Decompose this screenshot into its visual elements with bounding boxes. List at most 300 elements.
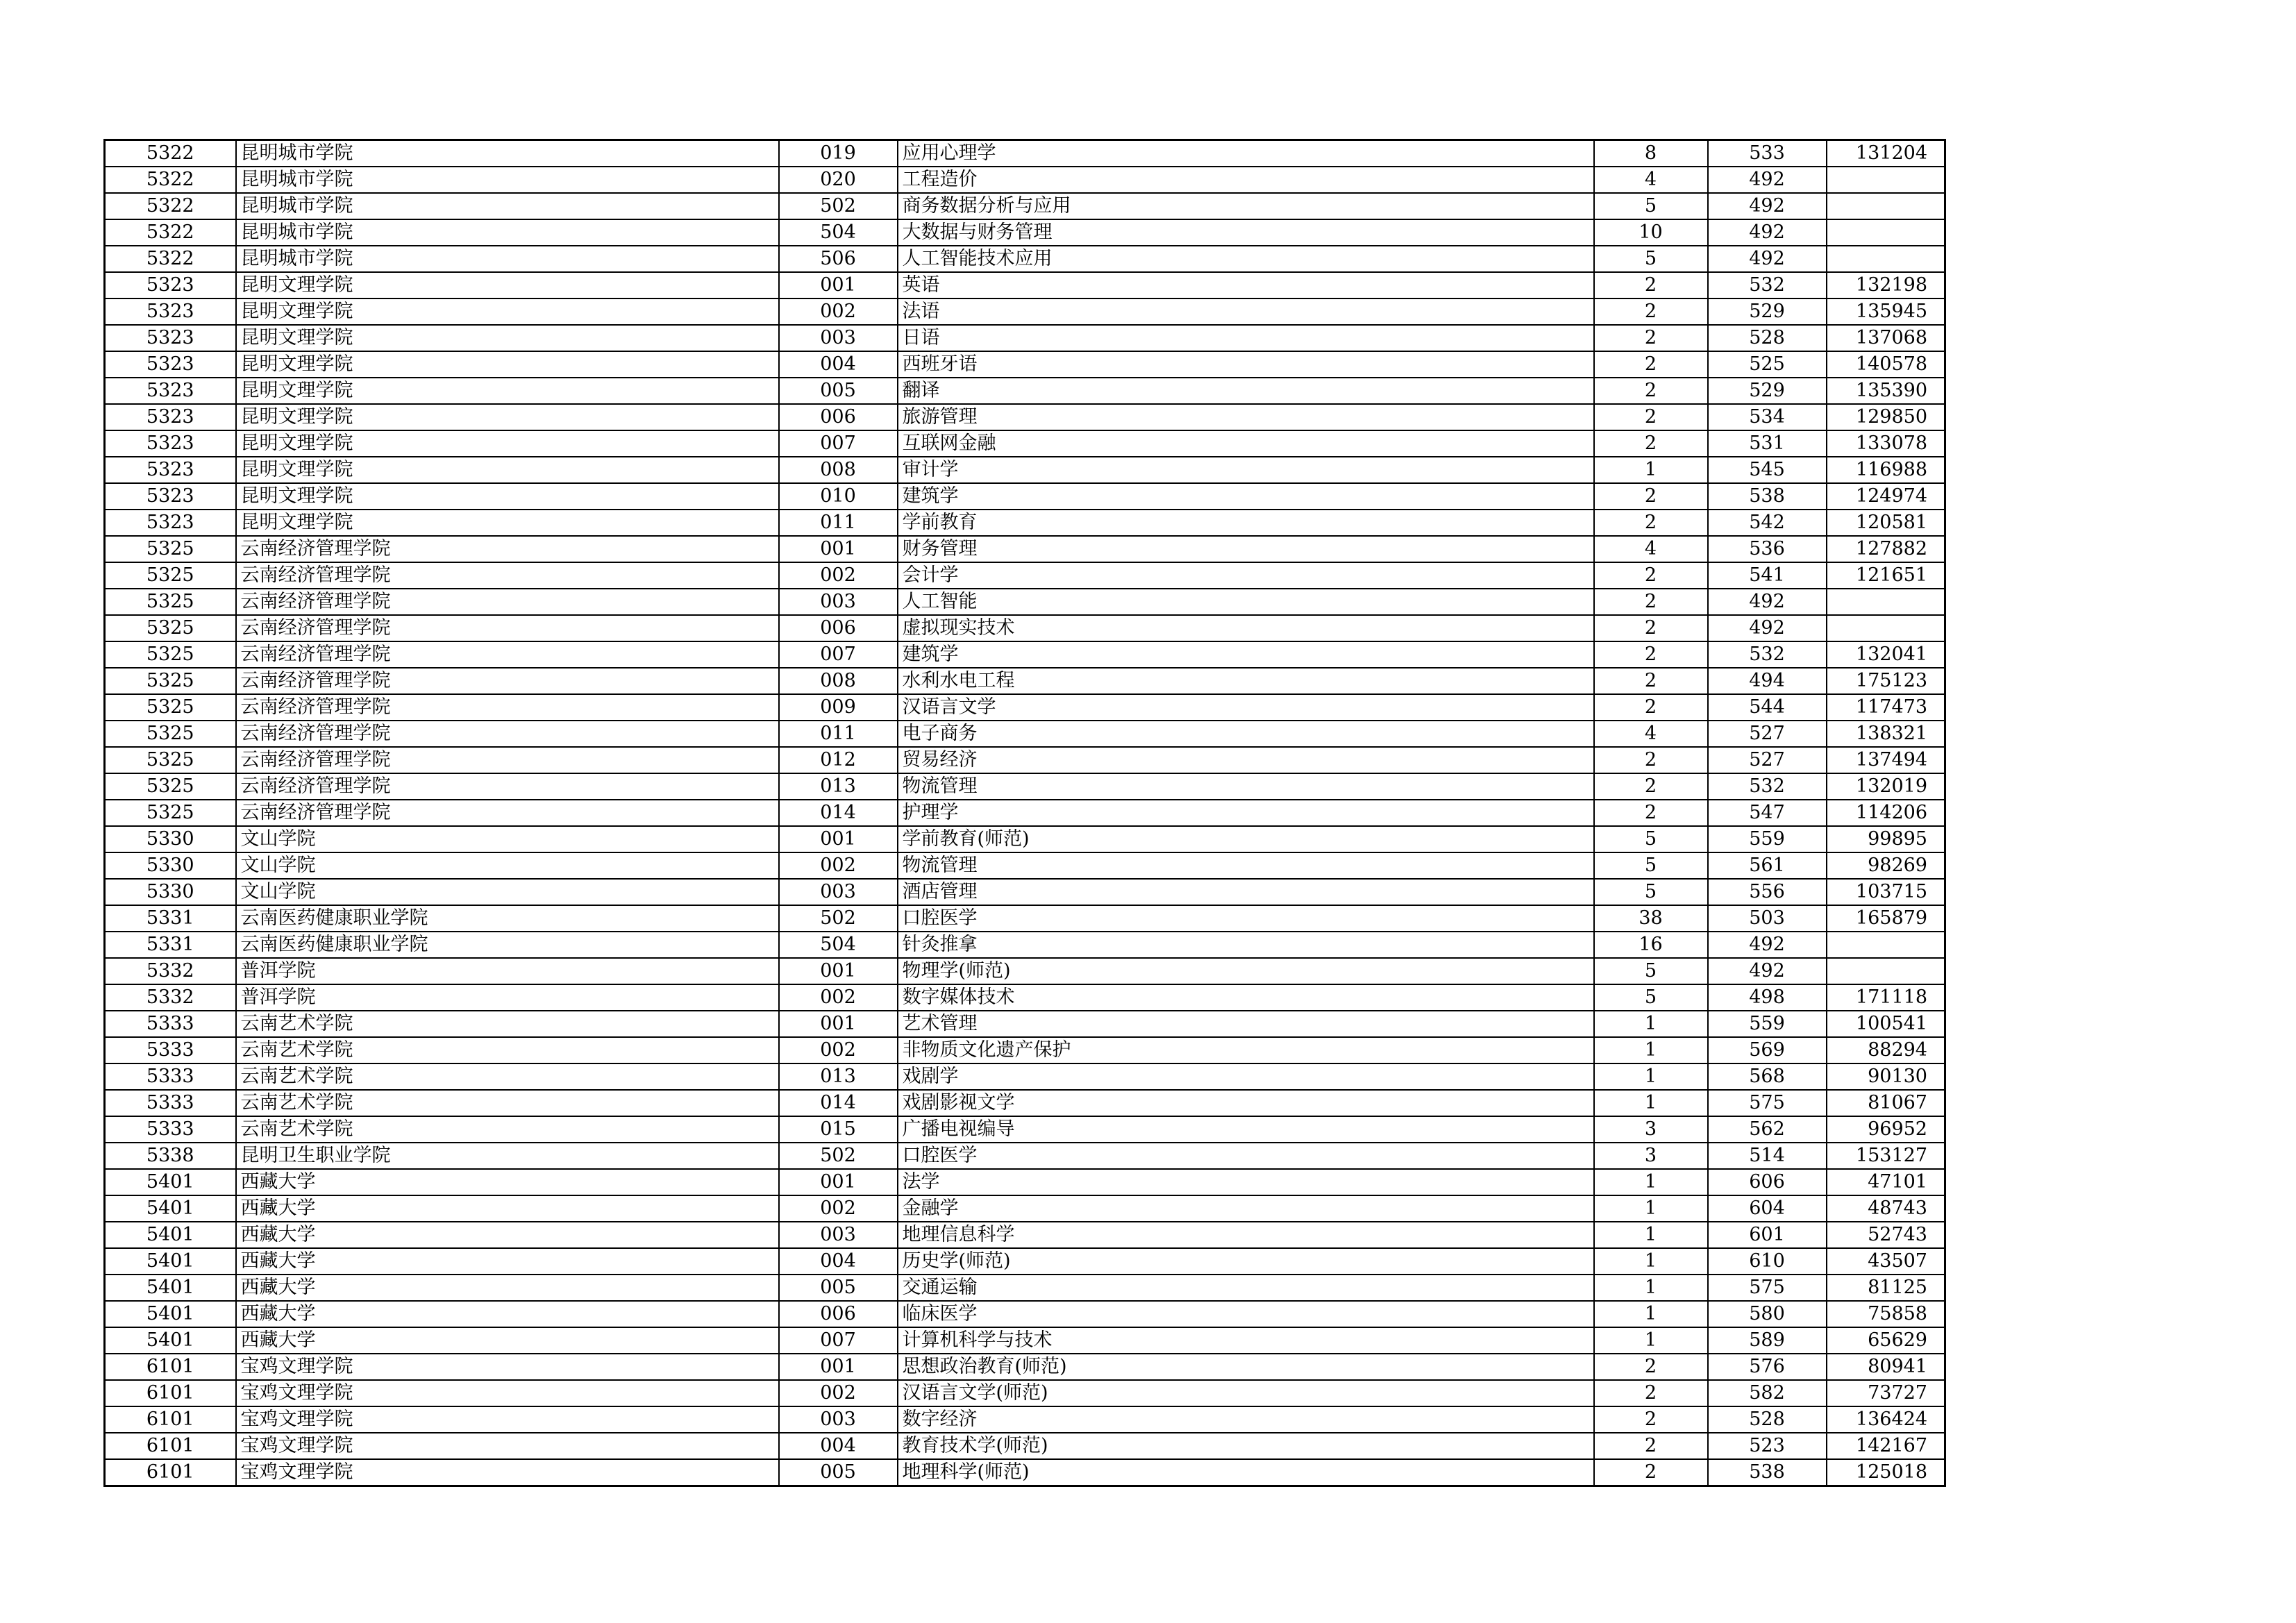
school-code-cell: 5401 — [105, 1327, 236, 1354]
school-code-cell: 5323 — [105, 378, 236, 404]
plan-count-cell: 5 — [1594, 826, 1708, 852]
major-name-cell: 戏剧学 — [898, 1063, 1594, 1090]
major-code-cell: 007 — [779, 641, 898, 668]
plan-count-cell: 1 — [1594, 1327, 1708, 1354]
school-name-cell: 西藏大学 — [236, 1222, 779, 1248]
min-score-cell: 601 — [1708, 1222, 1827, 1248]
table-row — [105, 1354, 1945, 1380]
school-name-cell: 昆明文理学院 — [236, 325, 779, 351]
min-score-cell: 492 — [1708, 167, 1827, 193]
plan-count-cell: 1 — [1594, 1090, 1708, 1116]
min-rank-cell: 125018 — [1827, 1459, 1945, 1486]
school-code-cell: 5323 — [105, 457, 236, 483]
school-code-cell: 5331 — [105, 932, 236, 958]
major-code-cell: 013 — [779, 773, 898, 800]
min-rank-cell: 90130 — [1827, 1063, 1945, 1090]
school-code-cell: 5333 — [105, 1090, 236, 1116]
plan-count-cell: 2 — [1594, 1354, 1708, 1380]
plan-count-cell: 16 — [1594, 932, 1708, 958]
plan-count-cell: 2 — [1594, 773, 1708, 800]
admission-score-sheet — [103, 139, 1946, 1487]
major-code-cell: 004 — [779, 351, 898, 378]
min-score-cell: 532 — [1708, 641, 1827, 668]
min-score-cell: 544 — [1708, 694, 1827, 721]
min-rank-cell: 132041 — [1827, 641, 1945, 668]
plan-count-cell: 2 — [1594, 589, 1708, 615]
table-row — [105, 325, 1945, 351]
school-code-cell: 5330 — [105, 826, 236, 852]
school-name-cell: 云南经济管理学院 — [236, 747, 779, 773]
school-code-cell: 5325 — [105, 668, 236, 694]
min-rank-cell: 116988 — [1827, 457, 1945, 483]
school-name-cell: 昆明文理学院 — [236, 351, 779, 378]
table-row — [105, 536, 1945, 562]
major-name-cell: 金融学 — [898, 1195, 1594, 1222]
table-row — [105, 852, 1945, 879]
table-row — [105, 589, 1945, 615]
table-row — [105, 1275, 1945, 1301]
min-score-cell: 538 — [1708, 483, 1827, 510]
table-row — [105, 1248, 1945, 1275]
table-row — [105, 773, 1945, 800]
major-name-cell: 学前教育(师范) — [898, 826, 1594, 852]
min-score-cell: 562 — [1708, 1116, 1827, 1143]
min-score-cell: 541 — [1708, 562, 1827, 589]
min-rank-cell: 47101 — [1827, 1169, 1945, 1195]
plan-count-cell: 2 — [1594, 430, 1708, 457]
table-row — [105, 510, 1945, 536]
plan-count-cell: 10 — [1594, 219, 1708, 246]
school-code-cell: 5333 — [105, 1063, 236, 1090]
table-row — [105, 1143, 1945, 1169]
major-name-cell: 会计学 — [898, 562, 1594, 589]
plan-count-cell: 2 — [1594, 1380, 1708, 1406]
plan-count-cell: 2 — [1594, 351, 1708, 378]
table-row — [105, 1063, 1945, 1090]
min-rank-cell: 153127 — [1827, 1143, 1945, 1169]
plan-count-cell: 2 — [1594, 641, 1708, 668]
major-code-cell: 005 — [779, 1275, 898, 1301]
min-rank-cell: 100541 — [1827, 1011, 1945, 1037]
major-code-cell: 002 — [779, 1195, 898, 1222]
plan-count-cell: 2 — [1594, 747, 1708, 773]
major-code-cell: 502 — [779, 1143, 898, 1169]
school-code-cell: 5401 — [105, 1169, 236, 1195]
min-score-cell: 528 — [1708, 325, 1827, 351]
major-code-cell: 006 — [779, 615, 898, 641]
major-code-cell: 001 — [779, 272, 898, 298]
major-code-cell: 502 — [779, 193, 898, 219]
plan-count-cell: 38 — [1594, 905, 1708, 932]
school-name-cell: 云南经济管理学院 — [236, 562, 779, 589]
plan-count-cell: 2 — [1594, 325, 1708, 351]
plan-count-cell: 5 — [1594, 879, 1708, 905]
school-code-cell: 5330 — [105, 879, 236, 905]
min-rank-cell: 114206 — [1827, 800, 1945, 826]
plan-count-cell: 2 — [1594, 1406, 1708, 1433]
school-name-cell: 云南经济管理学院 — [236, 721, 779, 747]
major-code-cell: 009 — [779, 694, 898, 721]
major-code-cell: 015 — [779, 1116, 898, 1143]
min-rank-cell — [1827, 219, 1945, 246]
min-rank-cell: 175123 — [1827, 668, 1945, 694]
min-rank-cell: 75858 — [1827, 1301, 1945, 1327]
min-rank-cell — [1827, 193, 1945, 219]
school-code-cell: 5325 — [105, 641, 236, 668]
school-code-cell: 5325 — [105, 562, 236, 589]
school-name-cell: 宝鸡文理学院 — [236, 1406, 779, 1433]
major-code-cell: 011 — [779, 510, 898, 536]
table-row — [105, 747, 1945, 773]
school-code-cell: 5325 — [105, 694, 236, 721]
min-rank-cell: 88294 — [1827, 1037, 1945, 1063]
min-rank-cell: 117473 — [1827, 694, 1945, 721]
major-name-cell: 水利水电工程 — [898, 668, 1594, 694]
min-rank-cell: 129850 — [1827, 404, 1945, 430]
major-name-cell: 交通运输 — [898, 1275, 1594, 1301]
table-row — [105, 193, 1945, 219]
table-row — [105, 932, 1945, 958]
school-name-cell: 云南艺术学院 — [236, 1116, 779, 1143]
min-score-cell: 568 — [1708, 1063, 1827, 1090]
school-name-cell: 云南经济管理学院 — [236, 641, 779, 668]
table-row — [105, 800, 1945, 826]
plan-count-cell: 3 — [1594, 1143, 1708, 1169]
major-code-cell: 010 — [779, 483, 898, 510]
min-rank-cell: 136424 — [1827, 1406, 1945, 1433]
min-score-cell: 569 — [1708, 1037, 1827, 1063]
major-name-cell: 人工智能 — [898, 589, 1594, 615]
table-row — [105, 1169, 1945, 1195]
min-score-cell: 580 — [1708, 1301, 1827, 1327]
school-code-cell: 5323 — [105, 298, 236, 325]
min-score-cell: 547 — [1708, 800, 1827, 826]
plan-count-cell: 2 — [1594, 378, 1708, 404]
school-code-cell: 5323 — [105, 483, 236, 510]
major-name-cell: 翻译 — [898, 378, 1594, 404]
plan-count-cell: 1 — [1594, 1275, 1708, 1301]
major-name-cell: 工程造价 — [898, 167, 1594, 193]
table-row — [105, 905, 1945, 932]
min-score-cell: 527 — [1708, 721, 1827, 747]
plan-count-cell: 2 — [1594, 615, 1708, 641]
table-row — [105, 457, 1945, 483]
min-score-cell: 575 — [1708, 1275, 1827, 1301]
school-name-cell: 昆明文理学院 — [236, 272, 779, 298]
table-row — [105, 1116, 1945, 1143]
table-row — [105, 1459, 1945, 1486]
major-code-cell: 020 — [779, 167, 898, 193]
min-rank-cell: 98269 — [1827, 852, 1945, 879]
major-name-cell: 审计学 — [898, 457, 1594, 483]
school-name-cell: 文山学院 — [236, 852, 779, 879]
major-name-cell: 口腔医学 — [898, 1143, 1594, 1169]
major-code-cell: 001 — [779, 1011, 898, 1037]
plan-count-cell: 1 — [1594, 457, 1708, 483]
major-code-cell: 014 — [779, 1090, 898, 1116]
major-name-cell: 建筑学 — [898, 641, 1594, 668]
plan-count-cell: 2 — [1594, 483, 1708, 510]
min-score-cell: 529 — [1708, 298, 1827, 325]
major-name-cell: 英语 — [898, 272, 1594, 298]
school-code-cell: 5323 — [105, 272, 236, 298]
min-score-cell: 576 — [1708, 1354, 1827, 1380]
min-score-cell: 542 — [1708, 510, 1827, 536]
min-score-cell: 498 — [1708, 984, 1827, 1011]
major-code-cell: 005 — [779, 1459, 898, 1486]
school-name-cell: 云南艺术学院 — [236, 1011, 779, 1037]
major-name-cell: 大数据与财务管理 — [898, 219, 1594, 246]
min-rank-cell: 137494 — [1827, 747, 1945, 773]
school-name-cell: 普洱学院 — [236, 984, 779, 1011]
school-code-cell: 6101 — [105, 1354, 236, 1380]
major-name-cell: 人工智能技术应用 — [898, 246, 1594, 272]
major-code-cell: 002 — [779, 852, 898, 879]
min-score-cell: 559 — [1708, 826, 1827, 852]
plan-count-cell: 1 — [1594, 1222, 1708, 1248]
table-row — [105, 721, 1945, 747]
major-name-cell: 酒店管理 — [898, 879, 1594, 905]
major-name-cell: 法语 — [898, 298, 1594, 325]
min-score-cell: 492 — [1708, 958, 1827, 984]
min-rank-cell: 171118 — [1827, 984, 1945, 1011]
table-row — [105, 1222, 1945, 1248]
school-code-cell: 5323 — [105, 430, 236, 457]
table-row — [105, 1090, 1945, 1116]
min-rank-cell: 131204 — [1827, 140, 1945, 167]
min-score-cell: 589 — [1708, 1327, 1827, 1354]
school-name-cell: 昆明文理学院 — [236, 457, 779, 483]
min-score-cell: 538 — [1708, 1459, 1827, 1486]
major-code-cell: 003 — [779, 1222, 898, 1248]
plan-count-cell: 1 — [1594, 1169, 1708, 1195]
major-code-cell: 007 — [779, 430, 898, 457]
school-name-cell: 云南经济管理学院 — [236, 615, 779, 641]
plan-count-cell: 2 — [1594, 800, 1708, 826]
school-code-cell: 6101 — [105, 1406, 236, 1433]
major-name-cell: 非物质文化遗产保护 — [898, 1037, 1594, 1063]
min-rank-cell: 135390 — [1827, 378, 1945, 404]
table-row — [105, 1406, 1945, 1433]
school-name-cell: 昆明城市学院 — [236, 167, 779, 193]
major-name-cell: 地理科学(师范) — [898, 1459, 1594, 1486]
major-code-cell: 008 — [779, 668, 898, 694]
plan-count-cell: 1 — [1594, 1063, 1708, 1090]
table-row — [105, 483, 1945, 510]
min-score-cell: 529 — [1708, 378, 1827, 404]
table-row — [105, 1195, 1945, 1222]
school-name-cell: 昆明文理学院 — [236, 430, 779, 457]
min-rank-cell: 127882 — [1827, 536, 1945, 562]
table-row — [105, 615, 1945, 641]
major-code-cell: 502 — [779, 905, 898, 932]
school-name-cell: 宝鸡文理学院 — [236, 1433, 779, 1459]
major-name-cell: 戏剧影视文学 — [898, 1090, 1594, 1116]
school-name-cell: 文山学院 — [236, 826, 779, 852]
school-name-cell: 普洱学院 — [236, 958, 779, 984]
table-row — [105, 562, 1945, 589]
min-rank-cell: 137068 — [1827, 325, 1945, 351]
table-row — [105, 167, 1945, 193]
table-row — [105, 298, 1945, 325]
major-name-cell: 物流管理 — [898, 773, 1594, 800]
min-score-cell: 531 — [1708, 430, 1827, 457]
school-code-cell: 5323 — [105, 510, 236, 536]
min-score-cell: 492 — [1708, 246, 1827, 272]
major-code-cell: 504 — [779, 219, 898, 246]
school-code-cell: 5322 — [105, 219, 236, 246]
min-score-cell: 606 — [1708, 1169, 1827, 1195]
major-name-cell: 临床医学 — [898, 1301, 1594, 1327]
school-code-cell: 5333 — [105, 1037, 236, 1063]
min-score-cell: 561 — [1708, 852, 1827, 879]
school-code-cell: 5401 — [105, 1222, 236, 1248]
school-name-cell: 云南经济管理学院 — [236, 800, 779, 826]
school-name-cell: 西藏大学 — [236, 1248, 779, 1275]
table-body — [105, 140, 1945, 1486]
school-name-cell: 云南艺术学院 — [236, 1037, 779, 1063]
min-score-cell: 492 — [1708, 193, 1827, 219]
min-rank-cell: 73727 — [1827, 1380, 1945, 1406]
major-name-cell: 旅游管理 — [898, 404, 1594, 430]
school-code-cell: 5401 — [105, 1248, 236, 1275]
school-code-cell: 5325 — [105, 721, 236, 747]
min-rank-cell: 165879 — [1827, 905, 1945, 932]
min-rank-cell: 133078 — [1827, 430, 1945, 457]
major-code-cell: 001 — [779, 1169, 898, 1195]
school-name-cell: 昆明城市学院 — [236, 140, 779, 167]
major-code-cell: 002 — [779, 1037, 898, 1063]
school-name-cell: 昆明文理学院 — [236, 378, 779, 404]
major-code-cell: 008 — [779, 457, 898, 483]
plan-count-cell: 1 — [1594, 1037, 1708, 1063]
school-name-cell: 昆明城市学院 — [236, 219, 779, 246]
plan-count-cell: 2 — [1594, 668, 1708, 694]
plan-count-cell: 2 — [1594, 298, 1708, 325]
min-rank-cell: 103715 — [1827, 879, 1945, 905]
table-row — [105, 1380, 1945, 1406]
major-name-cell: 汉语言文学 — [898, 694, 1594, 721]
major-code-cell: 002 — [779, 562, 898, 589]
school-name-cell: 昆明文理学院 — [236, 298, 779, 325]
major-code-cell: 506 — [779, 246, 898, 272]
school-name-cell: 宝鸡文理学院 — [236, 1380, 779, 1406]
major-name-cell: 口腔医学 — [898, 905, 1594, 932]
plan-count-cell: 1 — [1594, 1011, 1708, 1037]
school-code-cell: 5325 — [105, 747, 236, 773]
plan-count-cell: 2 — [1594, 272, 1708, 298]
school-name-cell: 昆明卫生职业学院 — [236, 1143, 779, 1169]
major-code-cell: 002 — [779, 984, 898, 1011]
school-code-cell: 5401 — [105, 1275, 236, 1301]
min-score-cell: 492 — [1708, 589, 1827, 615]
min-rank-cell: 142167 — [1827, 1433, 1945, 1459]
plan-count-cell: 3 — [1594, 1116, 1708, 1143]
major-name-cell: 商务数据分析与应用 — [898, 193, 1594, 219]
table-row — [105, 641, 1945, 668]
min-score-cell: 604 — [1708, 1195, 1827, 1222]
school-name-cell: 宝鸡文理学院 — [236, 1459, 779, 1486]
min-score-cell: 492 — [1708, 932, 1827, 958]
table-row — [105, 430, 1945, 457]
min-rank-cell: 52743 — [1827, 1222, 1945, 1248]
major-code-cell: 002 — [779, 1380, 898, 1406]
min-rank-cell — [1827, 615, 1945, 641]
school-code-cell: 6101 — [105, 1380, 236, 1406]
min-rank-cell: 121651 — [1827, 562, 1945, 589]
major-name-cell: 教育技术学(师范) — [898, 1433, 1594, 1459]
major-code-cell: 002 — [779, 298, 898, 325]
major-code-cell: 011 — [779, 721, 898, 747]
major-name-cell: 互联网金融 — [898, 430, 1594, 457]
major-name-cell: 艺术管理 — [898, 1011, 1594, 1037]
major-code-cell: 014 — [779, 800, 898, 826]
school-name-cell: 文山学院 — [236, 879, 779, 905]
table-row — [105, 351, 1945, 378]
school-code-cell: 5325 — [105, 615, 236, 641]
min-rank-cell: 80941 — [1827, 1354, 1945, 1380]
min-rank-cell: 124974 — [1827, 483, 1945, 510]
min-score-cell: 525 — [1708, 351, 1827, 378]
major-code-cell: 007 — [779, 1327, 898, 1354]
school-name-cell: 云南医药健康职业学院 — [236, 905, 779, 932]
table-row — [105, 1011, 1945, 1037]
min-score-cell: 514 — [1708, 1143, 1827, 1169]
school-code-cell: 5325 — [105, 800, 236, 826]
table-row — [105, 272, 1945, 298]
min-rank-cell: 65629 — [1827, 1327, 1945, 1354]
major-name-cell: 思想政治教育(师范) — [898, 1354, 1594, 1380]
min-score-cell: 559 — [1708, 1011, 1827, 1037]
major-code-cell: 003 — [779, 325, 898, 351]
major-name-cell: 汉语言文学(师范) — [898, 1380, 1594, 1406]
plan-count-cell: 5 — [1594, 246, 1708, 272]
plan-count-cell: 4 — [1594, 721, 1708, 747]
school-code-cell: 5330 — [105, 852, 236, 879]
school-name-cell: 西藏大学 — [236, 1195, 779, 1222]
min-score-cell: 492 — [1708, 615, 1827, 641]
school-name-cell: 云南经济管理学院 — [236, 694, 779, 721]
min-rank-cell — [1827, 958, 1945, 984]
major-code-cell: 019 — [779, 140, 898, 167]
min-rank-cell: 132019 — [1827, 773, 1945, 800]
plan-count-cell: 4 — [1594, 167, 1708, 193]
min-score-cell: 503 — [1708, 905, 1827, 932]
min-rank-cell: 99895 — [1827, 826, 1945, 852]
min-score-cell: 532 — [1708, 773, 1827, 800]
major-name-cell: 针灸推拿 — [898, 932, 1594, 958]
major-code-cell: 003 — [779, 1406, 898, 1433]
plan-count-cell: 5 — [1594, 852, 1708, 879]
major-name-cell: 物流管理 — [898, 852, 1594, 879]
school-name-cell: 云南艺术学院 — [236, 1063, 779, 1090]
min-score-cell: 527 — [1708, 747, 1827, 773]
major-name-cell: 广播电视编导 — [898, 1116, 1594, 1143]
school-code-cell: 5333 — [105, 1011, 236, 1037]
school-name-cell: 云南经济管理学院 — [236, 668, 779, 694]
min-rank-cell: 138321 — [1827, 721, 1945, 747]
plan-count-cell: 1 — [1594, 1301, 1708, 1327]
major-name-cell: 西班牙语 — [898, 351, 1594, 378]
plan-count-cell: 2 — [1594, 404, 1708, 430]
table-row — [105, 219, 1945, 246]
major-code-cell: 003 — [779, 879, 898, 905]
school-code-cell: 5322 — [105, 140, 236, 167]
min-score-cell: 610 — [1708, 1248, 1827, 1275]
min-rank-cell: 43507 — [1827, 1248, 1945, 1275]
school-name-cell: 云南艺术学院 — [236, 1090, 779, 1116]
school-name-cell: 云南经济管理学院 — [236, 589, 779, 615]
